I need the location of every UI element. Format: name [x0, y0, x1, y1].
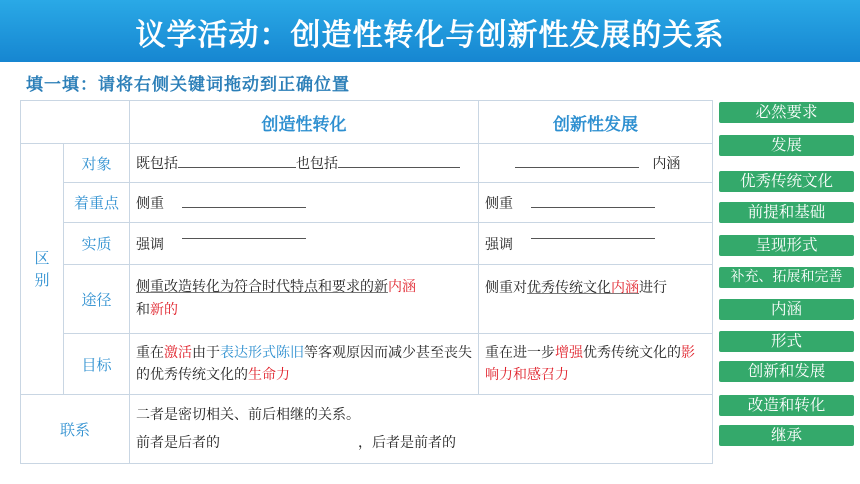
approach-left-connector: 和 — [136, 302, 150, 318]
cell-essence-left — [130, 223, 479, 265]
title-bar — [0, 0, 860, 62]
keyword-tile[interactable]: 前提和基础 — [719, 202, 854, 223]
cell-focus-right — [479, 183, 713, 223]
row-label-essence: 实质 — [64, 223, 130, 265]
page-title: 议学活动：创造性转化与创新性发展的关系 — [135, 18, 725, 53]
approach-right-prefix: 侧重对 — [485, 280, 527, 296]
keyword-tile[interactable]: 优秀传统文化 — [719, 171, 854, 192]
connection-line-2-b: ，后者是前者的 — [358, 435, 456, 451]
cell-focus-left — [130, 183, 479, 223]
object-left-mid: 也包括 — [296, 156, 338, 172]
cell-essence-right — [479, 223, 713, 265]
instruction-text: 填一填：请将右侧关键词拖动到正确位置 — [26, 75, 350, 95]
keyword-tile[interactable]: 内涵 — [719, 299, 854, 320]
blank-drop-zone[interactable] — [531, 226, 655, 239]
goal-left-prefix: 重在 — [136, 345, 164, 361]
corner-cell — [21, 101, 130, 144]
blank-drop-zone[interactable] — [182, 195, 306, 208]
object-right-suffix: 内涵 — [652, 156, 681, 172]
goal-left-text-2: 等客观原因而减少甚至丧失的优秀传统文化的 — [136, 345, 472, 383]
goal-right-text: 优秀传统文化的 — [583, 345, 681, 361]
approach-right-highlight: 内涵 — [611, 280, 639, 296]
cell-object-right — [479, 144, 713, 183]
focus-right-text: 侧重 — [485, 195, 513, 212]
goal-right-highlight-enhance: 增强 — [555, 345, 583, 361]
approach-left-highlight-1: 内涵 — [388, 279, 416, 295]
group-label-difference — [21, 144, 64, 395]
group-label-text: 区别 — [34, 249, 50, 289]
keyword-tile[interactable]: 呈现形式 — [719, 235, 854, 256]
object-left-prefix: 既包括 — [136, 156, 178, 172]
connection-line-1: 二者是密切相关、前后相继的关系。 — [136, 407, 360, 423]
essence-right-text: 强调 — [485, 236, 513, 253]
keyword-tile[interactable]: 改造和转化 — [719, 395, 854, 416]
goal-left-text-1: 由于 — [192, 345, 220, 361]
keyword-tile[interactable]: 继承 — [719, 425, 854, 446]
blank-drop-zone[interactable] — [531, 195, 655, 208]
goal-right-prefix: 重在进一步 — [485, 345, 555, 361]
goal-left-highlight-activate: 激活 — [164, 345, 192, 361]
connection-line-2-a: 前者是后者的 — [136, 435, 220, 451]
keyword-tile[interactable]: 必然要求 — [719, 102, 854, 123]
row-label-connection: 联系 — [21, 395, 130, 464]
keyword-tile[interactable]: 发展 — [719, 135, 854, 156]
goal-right-highlight-influence: 影响力和感召力 — [485, 345, 695, 383]
essence-left-text: 强调 — [136, 236, 164, 253]
blank-drop-zone[interactable] — [178, 155, 296, 168]
goal-left-highlight-vitality: 生命力 — [248, 367, 290, 383]
blank-drop-zone[interactable] — [515, 155, 639, 168]
keyword-tile[interactable]: 补充、拓展和完善 — [719, 267, 854, 288]
header-innovative-development: 创新性发展 — [479, 101, 713, 144]
cell-goal-right — [479, 334, 713, 395]
focus-left-text: 侧重 — [136, 195, 164, 212]
row-label-focus: 着重点 — [64, 183, 130, 223]
blank-drop-zone[interactable] — [182, 226, 306, 239]
row-label-approach: 途径 — [64, 265, 130, 334]
approach-right-text: 优秀传统文化 — [527, 280, 611, 296]
cell-object-left — [130, 144, 479, 183]
approach-left-text: 侧重改造转化为符合时代特点和要求的新 — [136, 279, 388, 295]
cell-approach-left — [130, 265, 479, 334]
keyword-tile[interactable]: 创新和发展 — [719, 361, 854, 382]
row-label-object: 对象 — [64, 144, 130, 183]
approach-left-highlight-2: 新的 — [150, 302, 178, 318]
cell-connection — [130, 395, 713, 464]
goal-left-highlight-form: 表达形式陈旧 — [220, 345, 304, 361]
row-label-goal: 目标 — [64, 334, 130, 395]
keyword-tile[interactable]: 形式 — [719, 331, 854, 352]
blank-drop-zone[interactable] — [338, 155, 460, 168]
header-creative-transformation: 创造性转化 — [130, 101, 479, 144]
cell-goal-left — [130, 334, 479, 395]
cell-approach-right — [479, 265, 713, 334]
comparison-table — [20, 100, 713, 464]
approach-right-suffix: 进行 — [639, 280, 667, 296]
